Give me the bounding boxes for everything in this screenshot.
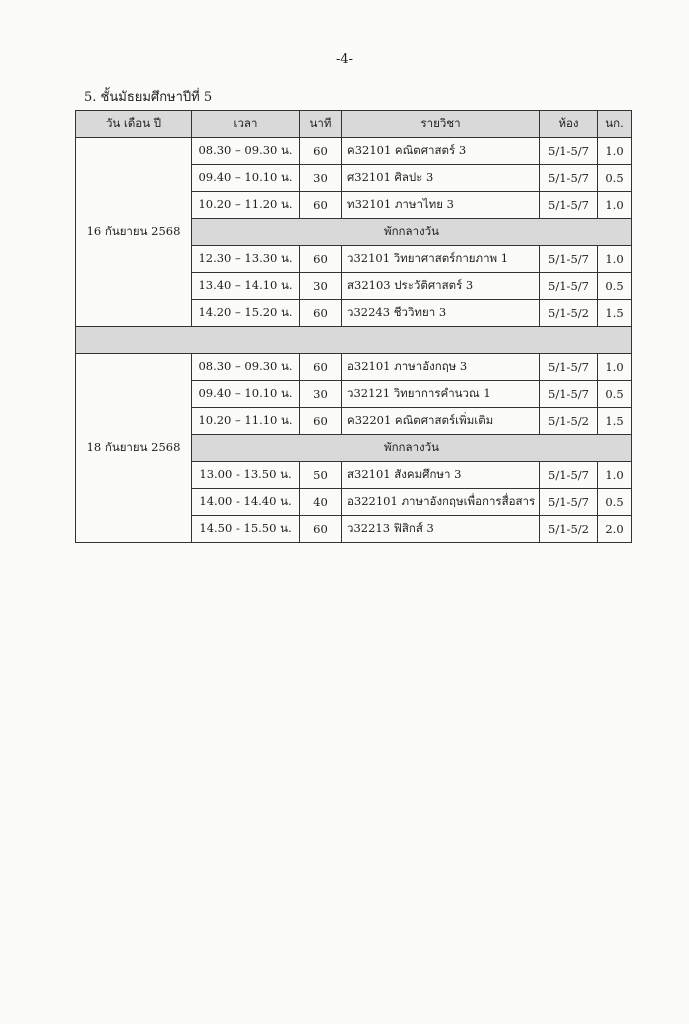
room-cell: 5/1-5/7 — [540, 273, 598, 300]
minutes-cell: 60 — [300, 138, 342, 165]
minutes-cell: 30 — [300, 381, 342, 408]
time-cell: 13.00 - 13.50 น. — [192, 462, 300, 489]
time-cell: 14.00 - 14.40 น. — [192, 489, 300, 516]
header-room: ห้อง — [540, 111, 598, 138]
subject-cell: ค32201 คณิตศาสตร์เพิ่มเติม — [342, 408, 540, 435]
credits-cell: 1.0 — [598, 462, 632, 489]
minutes-cell: 40 — [300, 489, 342, 516]
day-date: 16 กันยายน 2568 — [76, 138, 192, 327]
room-cell: 5/1-5/7 — [540, 462, 598, 489]
time-cell: 08.30 – 09.30 น. — [192, 354, 300, 381]
credits-cell: 1.5 — [598, 300, 632, 327]
time-cell: 08.30 – 09.30 น. — [192, 138, 300, 165]
credits-cell: 0.5 — [598, 489, 632, 516]
minutes-cell: 60 — [300, 246, 342, 273]
subject-cell: อ32101 ภาษาอังกฤษ 3 — [342, 354, 540, 381]
credits-cell: 1.0 — [598, 246, 632, 273]
table-header-row — [76, 111, 632, 138]
minutes-cell: 60 — [300, 300, 342, 327]
minutes-cell: 60 — [300, 192, 342, 219]
minutes-cell: 60 — [300, 516, 342, 543]
section-title: 5. ชั้นมัธยมศึกษาปีที่ 5 — [84, 90, 213, 105]
day-date: 18 กันยายน 2568 — [76, 354, 192, 543]
header-subject: รายวิชา — [342, 111, 540, 138]
room-cell: 5/1-5/7 — [540, 246, 598, 273]
subject-cell: อ322101 ภาษาอังกฤษเพื่อการสื่อสาร — [342, 489, 540, 516]
day-separator-row — [76, 327, 632, 354]
subject-cell: ศ32101 ศิลปะ 3 — [342, 165, 540, 192]
room-cell: 5/1-5/7 — [540, 489, 598, 516]
header-time: เวลา — [192, 111, 300, 138]
time-cell: 10.20 – 11.10 น. — [192, 408, 300, 435]
subject-cell: ว32213 ฟิสิกส์ 3 — [342, 516, 540, 543]
page-number: -4- — [335, 52, 354, 67]
lunch-break-label: พักกลางวัน — [192, 219, 632, 246]
room-cell: 5/1-5/7 — [540, 165, 598, 192]
subject-cell: ค32101 คณิตศาสตร์ 3 — [342, 138, 540, 165]
subject-cell: ว32121 วิทยาการคำนวณ 1 — [342, 381, 540, 408]
minutes-cell: 60 — [300, 354, 342, 381]
room-cell: 5/1-5/7 — [540, 354, 598, 381]
exam-schedule-table — [75, 110, 632, 543]
time-cell: 13.40 – 14.10 น. — [192, 273, 300, 300]
subject-cell: ว32243 ชีววิทยา 3 — [342, 300, 540, 327]
table-row — [76, 354, 632, 381]
credits-cell: 1.0 — [598, 138, 632, 165]
credits-cell: 2.0 — [598, 516, 632, 543]
header-minutes: นาที — [300, 111, 342, 138]
lunch-break-label: พักกลางวัน — [192, 435, 632, 462]
table-row — [76, 138, 632, 165]
minutes-cell: 50 — [300, 462, 342, 489]
time-cell: 10.20 – 11.20 น. — [192, 192, 300, 219]
room-cell: 5/1-5/2 — [540, 516, 598, 543]
subject-cell: ส32103 ประวัติศาสตร์ 3 — [342, 273, 540, 300]
room-cell: 5/1-5/7 — [540, 138, 598, 165]
room-cell: 5/1-5/7 — [540, 192, 598, 219]
credits-cell: 1.0 — [598, 192, 632, 219]
credits-cell: 1.0 — [598, 354, 632, 381]
minutes-cell: 60 — [300, 408, 342, 435]
minutes-cell: 30 — [300, 273, 342, 300]
credits-cell: 0.5 — [598, 165, 632, 192]
room-cell: 5/1-5/2 — [540, 408, 598, 435]
header-date: วัน เดือน ปี — [76, 111, 192, 138]
time-cell: 14.50 - 15.50 น. — [192, 516, 300, 543]
minutes-cell: 30 — [300, 165, 342, 192]
day-separator — [76, 327, 632, 354]
time-cell: 09.40 – 10.10 น. — [192, 165, 300, 192]
room-cell: 5/1-5/2 — [540, 300, 598, 327]
time-cell: 12.30 – 13.30 น. — [192, 246, 300, 273]
credits-cell: 0.5 — [598, 273, 632, 300]
credits-cell: 0.5 — [598, 381, 632, 408]
time-cell: 09.40 – 10.10 น. — [192, 381, 300, 408]
subject-cell: ส32101 สังคมศึกษา 3 — [342, 462, 540, 489]
credits-cell: 1.5 — [598, 408, 632, 435]
time-cell: 14.20 – 15.20 น. — [192, 300, 300, 327]
subject-cell: ท32101 ภาษาไทย 3 — [342, 192, 540, 219]
header-credits: นก. — [598, 111, 632, 138]
room-cell: 5/1-5/7 — [540, 381, 598, 408]
subject-cell: ว32101 วิทยาศาสตร์กายภาพ 1 — [342, 246, 540, 273]
